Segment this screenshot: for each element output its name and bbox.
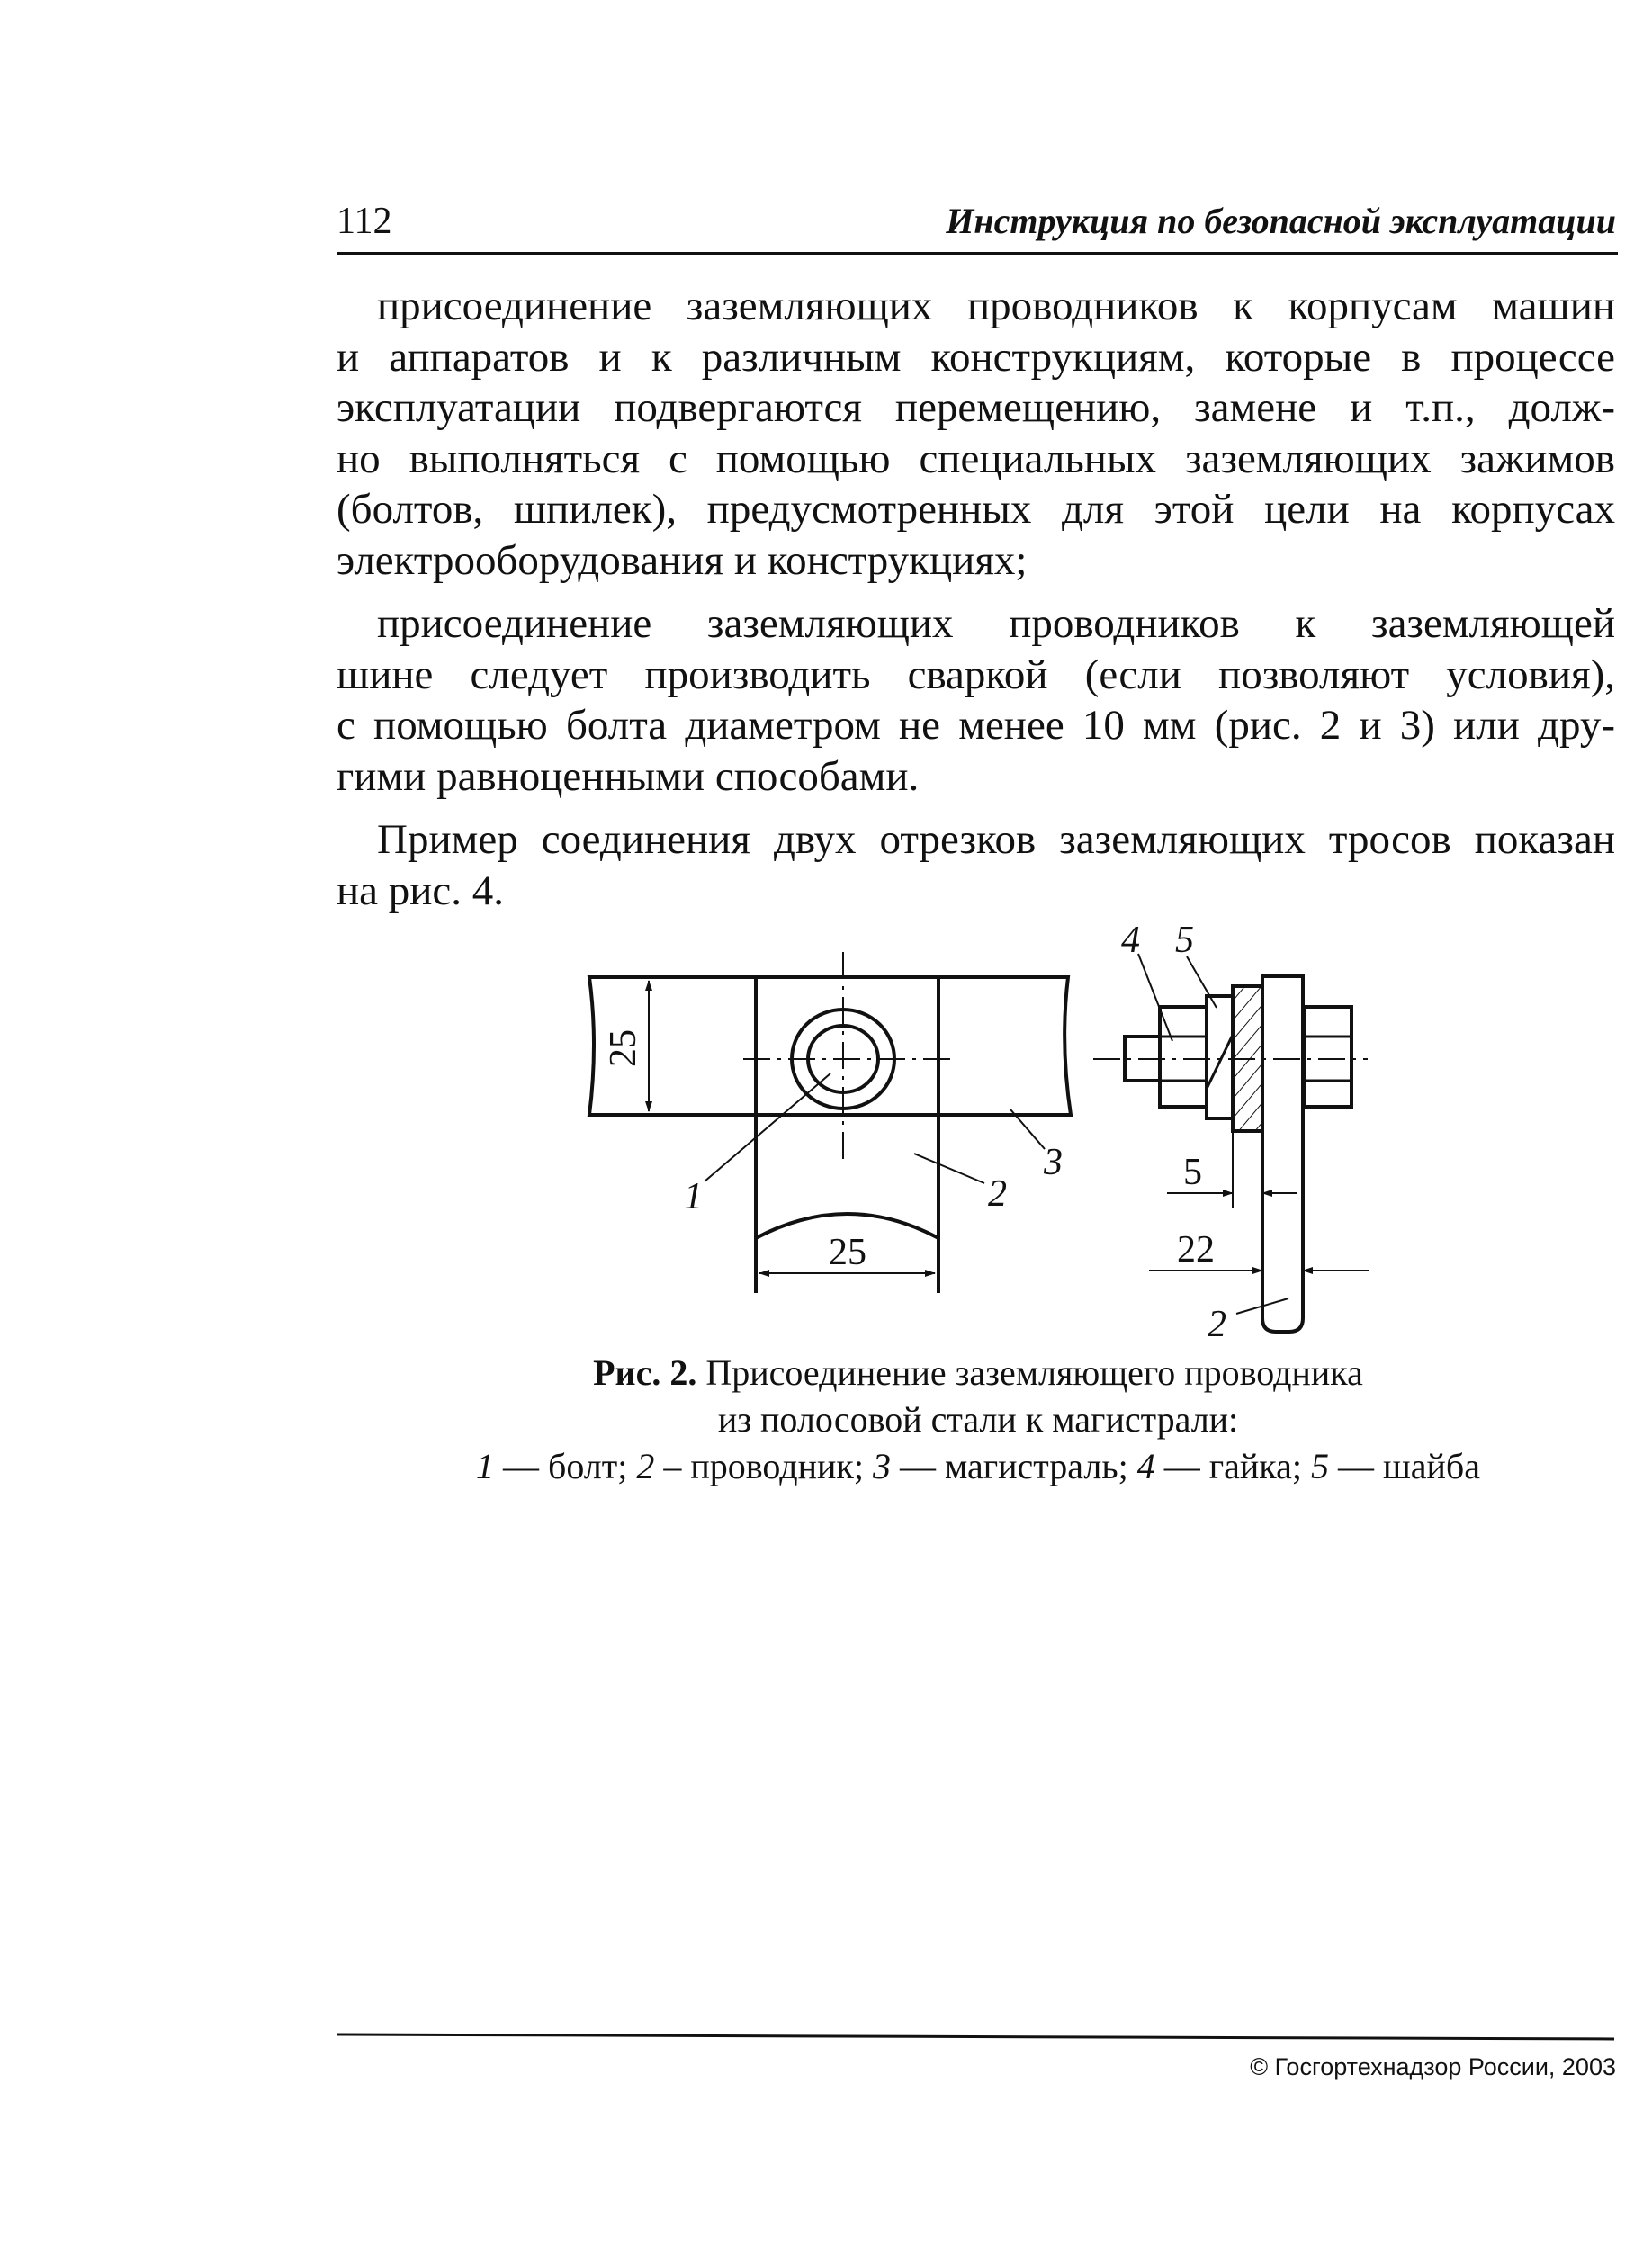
- text-line: электрооборудования и конструкциях;: [337, 536, 1028, 584]
- main-bus-bar: [589, 977, 1071, 1115]
- caption-line-1: Присоединение заземляющего проводника: [705, 1352, 1363, 1393]
- dim-washer-label: 5: [1183, 1152, 1202, 1193]
- figure-caption: [337, 1350, 1620, 1490]
- leader-5: [1187, 956, 1217, 1008]
- caption-legend: [337, 1443, 1620, 1490]
- legend-num: 4: [1136, 1446, 1155, 1486]
- text-line: (болтов, шпилек), предусмотренных для этой цели на корпусах: [337, 486, 1615, 533]
- label-main: 3: [1044, 1142, 1063, 1183]
- leader-1: [705, 1073, 830, 1181]
- text-line: но выполняться с помощью специальных заземляющих зажимов: [337, 435, 1615, 482]
- legend-text: — гайка;: [1154, 1446, 1311, 1486]
- nut-right: [1305, 1007, 1351, 1107]
- figure-ref: Рис. 2.: [593, 1352, 697, 1393]
- conductor-side: [1262, 976, 1303, 1332]
- legend-num: 2: [636, 1446, 655, 1486]
- text-line: присоединение заземляющих проводников к корпусам машин: [377, 283, 1615, 329]
- label-bolt: 1: [684, 1176, 703, 1217]
- text-line: и аппаратов и к различным конструкциям, которые в процессе: [337, 333, 1615, 381]
- caption-line-2: из полосовой стали к магистрали:: [717, 1399, 1239, 1440]
- legend-text: — магистраль;: [890, 1446, 1137, 1486]
- copyright: © Госгортехнадзор России, 2003: [1250, 2053, 1616, 2080]
- text-line: на рис. 4.: [337, 867, 505, 914]
- dim-width-label: 25: [829, 1232, 866, 1273]
- label-conductor: 2: [988, 1173, 1007, 1215]
- text-line: присоединение заземляющих проводников к заземляющей: [377, 600, 1615, 647]
- legend-num: 5: [1310, 1446, 1329, 1486]
- legend-num: 1: [475, 1446, 494, 1486]
- leader-2: [914, 1154, 984, 1183]
- side-view: [1093, 954, 1369, 1332]
- text-line: гими равноценными способами.: [337, 752, 920, 800]
- page-number: 112: [337, 201, 392, 242]
- running-title: Инструкция по безопасной эксплуатации: [946, 201, 1616, 241]
- legend-text: — шайба: [1328, 1446, 1481, 1486]
- nut-left: [1160, 1007, 1207, 1107]
- leader-4: [1138, 954, 1172, 1041]
- text-line: Пример соединения двух отрезков заземляющих тросов показан: [377, 816, 1615, 863]
- label-nut: 4: [1121, 920, 1140, 961]
- label-washer: 5: [1175, 920, 1194, 961]
- text-line: шине следует производить сваркой (если позволяют условия),: [337, 651, 1615, 698]
- dim-conductor-label: 22: [1177, 1229, 1215, 1271]
- legend-num: 3: [872, 1446, 891, 1486]
- legend-text: – проводник;: [654, 1446, 873, 1486]
- dim-height-label: 25: [603, 1029, 644, 1067]
- text-line: эксплуатации подвергаются перемещению, замене и т.п., долж-: [337, 384, 1615, 431]
- label-conductor-side: 2: [1208, 1304, 1226, 1345]
- legend-text: — болт;: [493, 1446, 637, 1486]
- washer: [1207, 996, 1233, 1118]
- text-line: с помощью болта диаметром не менее 10 мм (рис. 2 и 3) или дру-: [337, 702, 1615, 749]
